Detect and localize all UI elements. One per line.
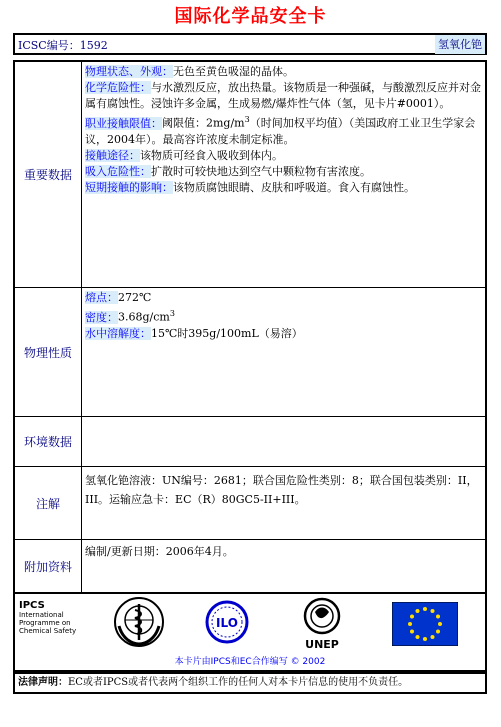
density [85, 306, 482, 326]
notes-text: 氢氧化铯溶液：UN编号：2681；联合国危险性类别：8；联合国包装类别：II，III。运输应急卡：EC（R）80GC5-II+III。 [85, 474, 478, 506]
melting-point [85, 290, 482, 306]
density-sup: 3 [169, 309, 175, 318]
footer-logos [13, 590, 487, 672]
inhalation-text: 扩散时可较快地达到空气中颗粒物有害浓度。 [151, 164, 371, 178]
row-environment [15, 417, 485, 467]
exposure-limits-pre: 阈限值：2mg/m [162, 116, 245, 130]
row-label-important: 重要数据 [15, 62, 82, 287]
solubility-label: 水中溶解度： [85, 326, 151, 340]
exposure-limits [85, 112, 482, 148]
ilo-logo-icon [205, 596, 249, 648]
environment-content [82, 417, 485, 466]
inhalation-label: 吸入危险性： [85, 164, 151, 178]
ipcs-title: IPCS [19, 600, 45, 611]
chemical-hazard-label: 化学危险性： [85, 81, 151, 94]
short-term-text: 该物质腐蚀眼睛、皮肤和呼吸道。食入有腐蚀性。 [173, 180, 415, 194]
ipcs-block [19, 600, 76, 635]
row-label-additional: 附加资料 [15, 540, 82, 592]
legal-notice [13, 672, 487, 694]
physical-state-text: 无色至黄色吸湿的晶体。 [173, 65, 294, 78]
credit-line: 本卡片由IPCS和EC合作编写 © 2002 [174, 657, 326, 667]
chemical-name: 氢氧化铯 [435, 35, 485, 54]
solubility-value: 15℃时395g/100mL（易溶） [151, 326, 303, 340]
card-title: 国际化学品安全卡 [174, 6, 327, 27]
ilo-text: ILO [216, 616, 238, 630]
data-table [13, 60, 487, 594]
additional-text: 编制/更新日期：2006年4月。 [85, 545, 234, 558]
exposure-limits-label: 职业接触限值： [85, 116, 162, 130]
inhalation-hazard [85, 164, 482, 180]
exposure-route-label: 接触途径： [85, 148, 140, 162]
chemical-hazard-text: 与水激烈反应，放出热量。该物质是一种强碱，与酸激烈反应并对金属有腐蚀性。浸蚀许多金属，生成易燃/爆炸性气体（氢，见卡片#0001）。 [85, 81, 481, 110]
legal-text: EC或者IPCS或者代表两个组织工作的任何人对本卡片信息的使用不负责任。 [68, 677, 409, 688]
icsc-header [13, 33, 487, 55]
physical-state-label: 物理状态、外观： [85, 65, 173, 78]
row-additional [15, 540, 485, 592]
legal-label: 法律声明： [18, 677, 68, 688]
exposure-route [85, 148, 482, 164]
icsc-label: ICSC编号： [18, 39, 80, 52]
melting-value: 272℃ [118, 291, 152, 304]
who-logo-icon [113, 596, 165, 648]
row-important-data [15, 62, 485, 288]
unep-logo-icon [297, 596, 347, 652]
physical-content [82, 288, 485, 416]
short-term-label: 短期接触的影响： [85, 180, 173, 194]
icsc-id [18, 37, 108, 53]
short-term-effects [85, 180, 482, 196]
ipcs-line2: Programme on [19, 619, 71, 627]
exposure-limits-sup: 3 [244, 115, 250, 124]
density-label: 密度： [85, 310, 118, 324]
exposure-limits-post: （时间加权平均值）（美国政府工业卫生学家会议，2004年）。最高容许浓度未制定标准。 [85, 116, 476, 146]
solubility [85, 326, 482, 342]
eu-flag-icon [392, 602, 458, 646]
row-label-environment: 环境数据 [15, 417, 82, 466]
row-label-notes: 注解 [15, 467, 82, 539]
physical-state [85, 64, 482, 80]
important-content [82, 62, 485, 287]
chemical-hazard [85, 80, 482, 112]
ipcs-line1: International [19, 611, 64, 619]
icsc-number: 1592 [79, 39, 108, 52]
melting-label: 熔点： [85, 291, 118, 304]
density-value: 3.68g/cm [118, 310, 170, 324]
ipcs-line3: Chemical Safety [19, 627, 77, 635]
row-label-physical: 物理性质 [15, 288, 82, 416]
row-notes [15, 467, 485, 540]
row-physical-properties [15, 288, 485, 417]
unep-text: UNEP [305, 638, 339, 651]
exposure-route-text: 该物质可经食入吸收到体内。 [140, 148, 283, 162]
